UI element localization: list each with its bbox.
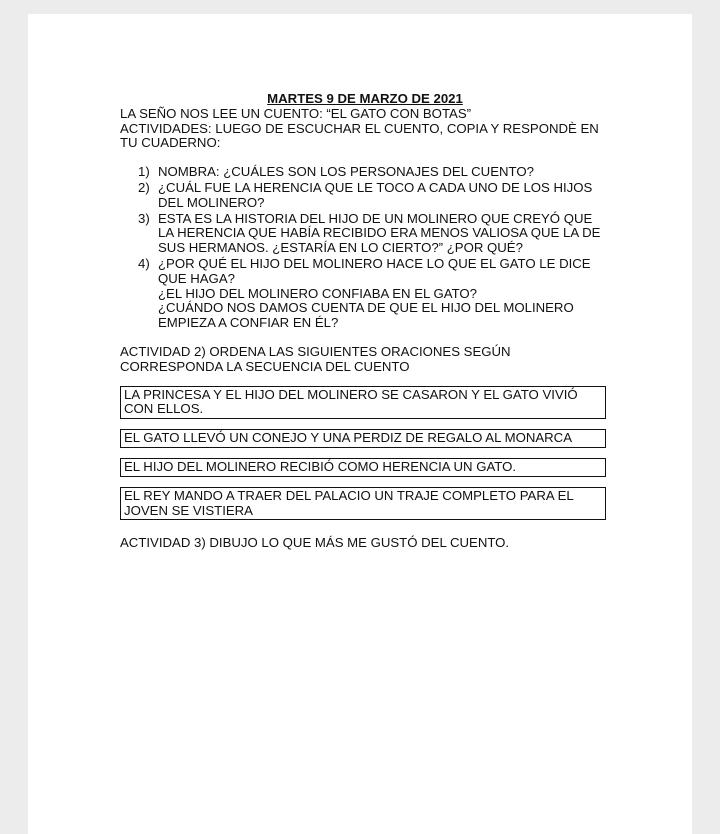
question-list	[120, 165, 610, 331]
question-number: 4)	[138, 255, 150, 271]
sentence-box: EL GATO LLEVÓ UN CONEJO Y UNA PERDIZ DE REGALO AL MONARCA	[120, 429, 606, 448]
question-number: 2)	[138, 179, 150, 195]
question-4	[120, 257, 610, 331]
question-text: ESTA ES LA HISTORIA DEL HIJO DE UN MOLINERO QUE CREYÓ QUE LA HERENCIA QUE HABÍA RECIBIDO ERA MENOS VALIOSA QUE LA DE SUS HERMANOS. ¿ESTARÍA EN LO CIERTO?” ¿POR QUÉ?	[158, 210, 601, 256]
activity-2-heading: ACTIVIDAD 2) ORDENA LAS SIGUIENTES ORACIONES SEGÚN CORRESPONDA LA SECUENCIA DEL CUENTO	[120, 343, 511, 374]
intro-line-activities: ACTIVIDADES: LUEGO DE ESCUCHAR EL CUENTO, COPIA Y RESPONDÈ EN TU CUADERNO:	[120, 120, 599, 151]
document-title: MARTES 9 DE MARZO DE 2021	[267, 91, 463, 106]
question-1	[120, 165, 610, 180]
question-text: NOMBRA: ¿CUÁLES SON LOS PERSONAJES DEL CUENTO?	[158, 164, 534, 180]
question-2	[120, 181, 610, 211]
question-text: ¿CUÁNDO NOS DAMOS CUENTA DE QUE EL HIJO DEL MOLINERO EMPIEZA A CONFIAR EN ÉL?	[158, 300, 574, 331]
sentence-box: EL HIJO DEL MOLINERO RECIBIÓ COMO HERENCIA UN GATO.	[120, 458, 606, 477]
question-text: ¿CUÁL FUE LA HERENCIA QUE LE TOCO A CADA UNO DE LOS HIJOS DEL MOLINERO?	[158, 179, 593, 210]
question-text: ¿EL HIJO DEL MOLINERO CONFIABA EN EL GATO?	[158, 285, 478, 301]
document-content	[120, 92, 610, 551]
document-page	[28, 14, 692, 834]
question-number: 3)	[138, 210, 150, 226]
question-number: 1)	[138, 164, 150, 180]
activity-3-heading: ACTIVIDAD 3) DIBUJO LO QUE MÁS ME GUSTÓ DEL CUENTO.	[120, 535, 510, 551]
question-text: ¿POR QUÉ EL HIJO DEL MOLINERO HACE LO QUE EL GATO LE DICE QUE HAGA?	[158, 255, 591, 286]
intro-line-story: LA SEÑO NOS LEE UN CUENTO: “EL GATO CON BOTAS”	[120, 105, 472, 121]
question-3	[120, 212, 610, 256]
sentence-box: LA PRINCESA Y EL HIJO DEL MOLINERO SE CASARON Y EL GATO VIVIÓ CON ELLOS.	[120, 386, 606, 420]
sentence-box: EL REY MANDO A TRAER DEL PALACIO UN TRAJE COMPLETO PARA EL JOVEN SE VISTIERA	[120, 487, 606, 521]
